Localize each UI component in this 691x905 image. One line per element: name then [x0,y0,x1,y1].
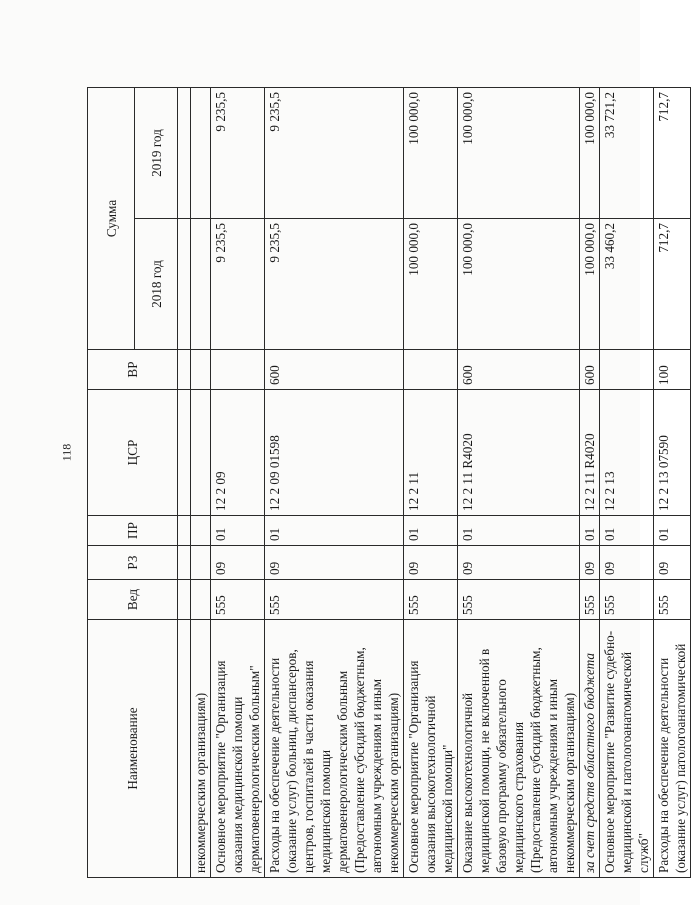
cell-y2018: 100 000,0 [580,219,600,350]
cell-rz: 09 [654,546,691,580]
cell-y2018: 9 235,5 [265,219,404,350]
cell-rz: 09 [211,546,265,580]
table-row [458,88,580,878]
cell-ved: 555 [600,580,654,620]
cell-y2019: 712,7 [654,88,691,219]
cell-y2019 [191,88,211,219]
cell-rz: 09 [265,546,404,580]
cell-name: Расходы на обеспечение деятельности (оказание услуг) патологоанатомической [654,620,691,878]
cell-csr: 12 2 11 [404,390,458,516]
header-csr: ЦСР [88,390,178,516]
cell-pr: 01 [211,516,265,546]
cell-ved: 555 [265,580,404,620]
cell-rz [191,546,211,580]
cell-vr [191,350,211,390]
header-name: Наименование [88,620,178,878]
cell-name: Оказание высокотехнологичной медицинской помощи, не включенной в базовую программу обязательного медицинского страхования (Предоставление субсидий бюджетным, автономным учреждениям и иным некоммерческим организациям) [458,620,580,878]
cell-name: за счет средств областного бюджета [580,620,600,878]
cell-y2019: 9 235,5 [211,88,265,219]
header-pr: ПР [88,516,178,546]
page-number: 118 [59,443,74,462]
cell-y2018: 9 235,5 [211,219,265,350]
cell-vr: 100 [654,350,691,390]
cell-y2019: 100 000,0 [404,88,458,219]
cell-rz: 09 [458,546,580,580]
cell-name: Основное мероприятие "Развитие судебно-медицинской и патологоанатомической служб" [600,620,654,878]
cell-rz: 09 [580,546,600,580]
budget-table [87,87,691,878]
cell-name: некоммерческим организациям) [191,620,211,878]
cell-vr: 600 [265,350,404,390]
cell-csr: 12 2 13 [600,390,654,516]
cell-pr [191,516,211,546]
header-2018: 2018 год [135,219,178,350]
cell-csr: 12 2 09 [211,390,265,516]
cell-rz: 09 [600,546,654,580]
cell-csr: 12 2 09 01598 [265,390,404,516]
cell-vr [211,350,265,390]
cell-ved: 555 [404,580,458,620]
cell-vr [600,350,654,390]
cell-pr: 01 [580,516,600,546]
table-row [404,88,458,878]
cell-csr: 12 2 11 R4020 [458,390,580,516]
header-vr: ВР [88,350,178,390]
cell-y2018: 100 000,0 [404,219,458,350]
cell-y2018: 712,7 [654,219,691,350]
cell-y2019: 33 721,2 [600,88,654,219]
cell-name: Основное мероприятие "Организация оказания медицинской помощи дерматовенерологическим больным" [211,620,265,878]
cell-pr: 01 [404,516,458,546]
cell-vr: 600 [458,350,580,390]
cell-y2019: 9 235,5 [265,88,404,219]
table-body [191,88,691,878]
header-ved: Вед [88,580,178,620]
header-rz: РЗ [88,546,178,580]
cell-vr [404,350,458,390]
table-row [600,88,654,878]
cell-pr: 01 [600,516,654,546]
cell-csr: 12 2 11 R4020 [580,390,600,516]
cell-pr: 01 [654,516,691,546]
cell-ved: 555 [458,580,580,620]
table-row [265,88,404,878]
header-sum: Сумма [88,88,135,350]
cell-y2019: 100 000,0 [580,88,600,219]
cell-ved: 555 [654,580,691,620]
cell-name: Расходы на обеспечение деятельности (оказание услуг) больниц, диспансеров, центров, госпиталей в части оказания медицинской помощи дерматовенерологическим больным (Предоставление субсидий бюджетным, автономным учреждениям и иным некоммерческим организациям) [265,620,404,878]
table-row [580,88,600,878]
cell-csr: 12 2 13 07590 [654,390,691,516]
cell-y2019: 100 000,0 [458,88,580,219]
cell-y2018 [191,219,211,350]
table-row [191,88,211,878]
cell-csr [191,390,211,516]
cell-ved [191,580,211,620]
cell-ved: 555 [580,580,600,620]
cell-pr: 01 [458,516,580,546]
table-row [654,88,691,878]
cell-name: Основное мероприятие "Организация оказания высокотехнологичной медицинской помощи" [404,620,458,878]
rotated-table-container [87,88,688,878]
cell-ved: 555 [211,580,265,620]
cell-y2018: 100 000,0 [458,219,580,350]
cell-pr: 01 [265,516,404,546]
cell-rz: 09 [404,546,458,580]
cell-y2018: 33 460,2 [600,219,654,350]
table-row [211,88,265,878]
cell-vr: 600 [580,350,600,390]
header-2019: 2019 год [135,88,178,219]
